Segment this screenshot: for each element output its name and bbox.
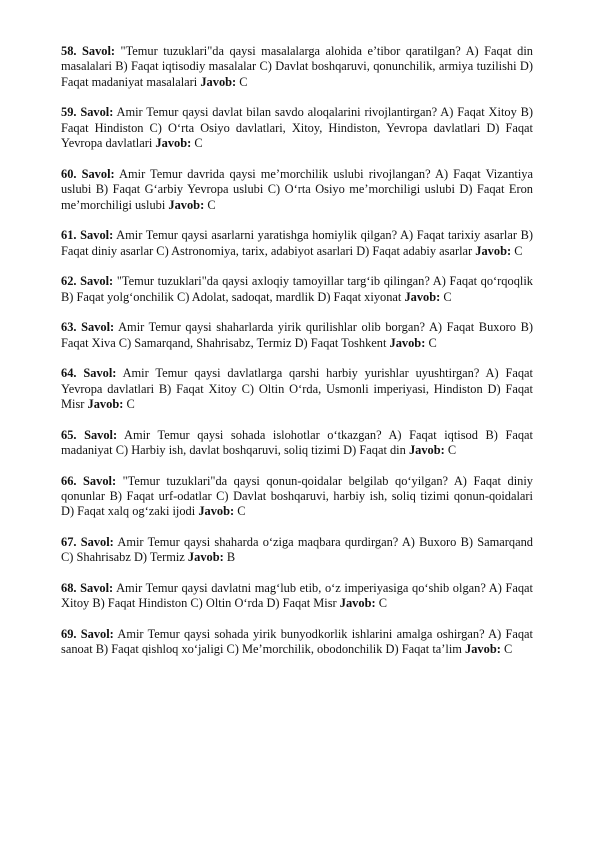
answer-label: Javob: <box>465 642 501 657</box>
answer-label: Javob: <box>168 197 205 212</box>
question-number: 68. <box>61 581 77 596</box>
question-label: Savol: <box>80 105 114 120</box>
answer-label: Javob: <box>389 335 426 350</box>
question-text: Amir Temur davrida qaysi me’morchilik uslubi rivojlangan? A) Faqat Vizantiya uslubi B) Faqat G‘arbiy Yevropa uslubi C) O‘rta Osiyo me’morchiligi uslubi D) Faqat Eron me’morchiligi uslubi <box>61 166 533 212</box>
answer-value: C <box>378 596 387 611</box>
answer-value: C <box>239 74 248 89</box>
question-58 <box>61 44 533 90</box>
question-label: Savol: <box>83 473 117 488</box>
answer-value: C <box>447 443 457 458</box>
document-page <box>61 44 533 673</box>
question-60 <box>61 167 533 213</box>
answer-label: Javob: <box>339 596 376 611</box>
question-label: Savol: <box>81 320 115 335</box>
answer-value: C <box>126 397 135 412</box>
question-label: Savol: <box>81 44 116 58</box>
question-66 <box>61 474 533 520</box>
question-61 <box>61 228 533 259</box>
question-text: Amir Temur qaysi davlatlarga qarshi harbiy yurishlar uyushtirgan? A) Faqat Yevropa davlatlari B) Faqat Xitoy C) Oltin O‘rda, Usmonli imperiyasi, Hindiston D) Faqat Misr <box>61 366 533 412</box>
question-68 <box>61 581 533 612</box>
question-number: 61. <box>61 228 77 243</box>
question-text: Amir Temur qaysi shaharlarda yirik qurilishlar olib borgan? A) Faqat Buxoro B) Faqat Xiva C) Samarqand, Shahrisabz, Termiz D) Faqat Toshkent <box>61 320 533 350</box>
question-number: 66. <box>61 473 77 488</box>
answer-value: C <box>207 197 216 212</box>
question-62 <box>61 274 533 305</box>
question-number: 67. <box>61 535 77 550</box>
question-number: 64. <box>61 366 77 381</box>
question-label: Savol: <box>80 535 114 550</box>
answer-label: Javob: <box>87 397 124 412</box>
question-65 <box>61 428 533 459</box>
answer-value: C <box>514 243 523 258</box>
question-text: "Temur tuzuklari"da qaysi masalalarga alohida e’tibor qaratilgan? A) Faqat din masalalari B) Faqat iqtisodiy masalalar C) Davlat boshqaruvi, qonunchilik, armiya tuzilishi D) Faqat madaniyat masalalari <box>61 44 533 89</box>
question-text: Amir Temur qaysi sohada islohotlar o‘tkazgan? A) Faqat iqtisod B) Faqat madaniyat C) Harbiy ish, davlat boshqaruvi, soliq tizimi D) Faqat din <box>61 427 533 458</box>
answer-label: Javob: <box>198 504 235 519</box>
question-text: Amir Temur qaysi asarlarni yaratishga homiylik qilgan? A) Faqat tarixiy asarlar B) Faqat diniy asarlar C) Astronomiya, tarix, adabiyot asarlari D) Faqat adabiy asarlar <box>61 228 533 258</box>
question-text: Amir Temur qaysi davlatni mag‘lub etib, o‘z imperiyasiga qo‘shib olgan? A) Faqat Xitoy B) Faqat Hindiston C) Oltin O‘rda D) Faqat Misr <box>61 581 533 611</box>
question-59 <box>61 105 533 151</box>
question-number: 63. <box>61 320 77 335</box>
question-number: 65. <box>61 427 77 442</box>
question-69 <box>61 627 533 658</box>
question-text: Amir Temur qaysi davlat bilan savdo aloqalarini rivojlantirgan? A) Faqat Xitoy B) Faqat Hindiston C) O‘rta Osiyo davlatlari, Xitoy, Hindiston, Yevropa davlatlari D) Faqat Yevropa davlatlari <box>61 105 533 151</box>
question-63 <box>61 320 533 351</box>
answer-label: Javob: <box>408 443 445 458</box>
answer-label: Javob: <box>200 74 237 89</box>
answer-label: Javob: <box>187 550 224 565</box>
answer-value: C <box>503 642 513 657</box>
question-number: 58. <box>61 44 77 58</box>
question-label: Savol: <box>80 627 114 642</box>
question-label: Savol: <box>80 274 114 289</box>
question-label: Savol: <box>84 427 118 442</box>
question-label: Savol: <box>83 366 117 381</box>
question-text: "Temur tuzuklari"da qaysi axloqiy tamoyillar targ‘ib qilingan? A) Faqat qo‘rqoqlik B) Faqat yolg‘onchilik C) Adolat, sadoqat, mardlik D) Faqat xiyonat <box>61 274 533 304</box>
answer-value: C <box>443 289 452 304</box>
answer-label: Javob: <box>404 289 441 304</box>
question-text: Amir Temur qaysi shaharda o‘ziga maqbara qurdirgan? A) Buxoro B) Samarqand C) Shahrisabz D) Termiz <box>61 535 533 565</box>
question-67 <box>61 535 533 566</box>
answer-value: B <box>226 550 236 565</box>
answer-label: Javob: <box>155 136 192 151</box>
question-number: 69. <box>61 627 77 642</box>
answer-label: Javob: <box>475 243 512 258</box>
question-64 <box>61 366 533 412</box>
question-number: 62. <box>61 274 77 289</box>
question-label: Savol: <box>81 166 115 181</box>
question-number: 59. <box>61 105 77 120</box>
answer-value: C <box>237 504 246 519</box>
answer-value: C <box>428 335 437 350</box>
question-label: Savol: <box>80 581 114 596</box>
question-number: 60. <box>61 166 77 181</box>
question-text: Amir Temur qaysi sohada yirik bunyodkorlik ishlarini amalga oshirgan? A) Faqat sanoat B) Faqat qishloq xo‘jaligi C) Me’morchilik, obodonchilik D) Faqat ta’lim <box>61 627 533 657</box>
question-label: Savol: <box>80 228 114 243</box>
question-text: "Temur tuzuklari"da qaysi qonun-qoidalar belgilab qo‘yilgan? A) Faqat diniy qonunlar B) Faqat urf-odatlar C) Davlat boshqaruvi, harbiy ish, soliq tizimi qonun-qoidalari D) Faqat xalq og‘zaki ijodi <box>61 473 533 519</box>
answer-value: C <box>194 136 203 151</box>
